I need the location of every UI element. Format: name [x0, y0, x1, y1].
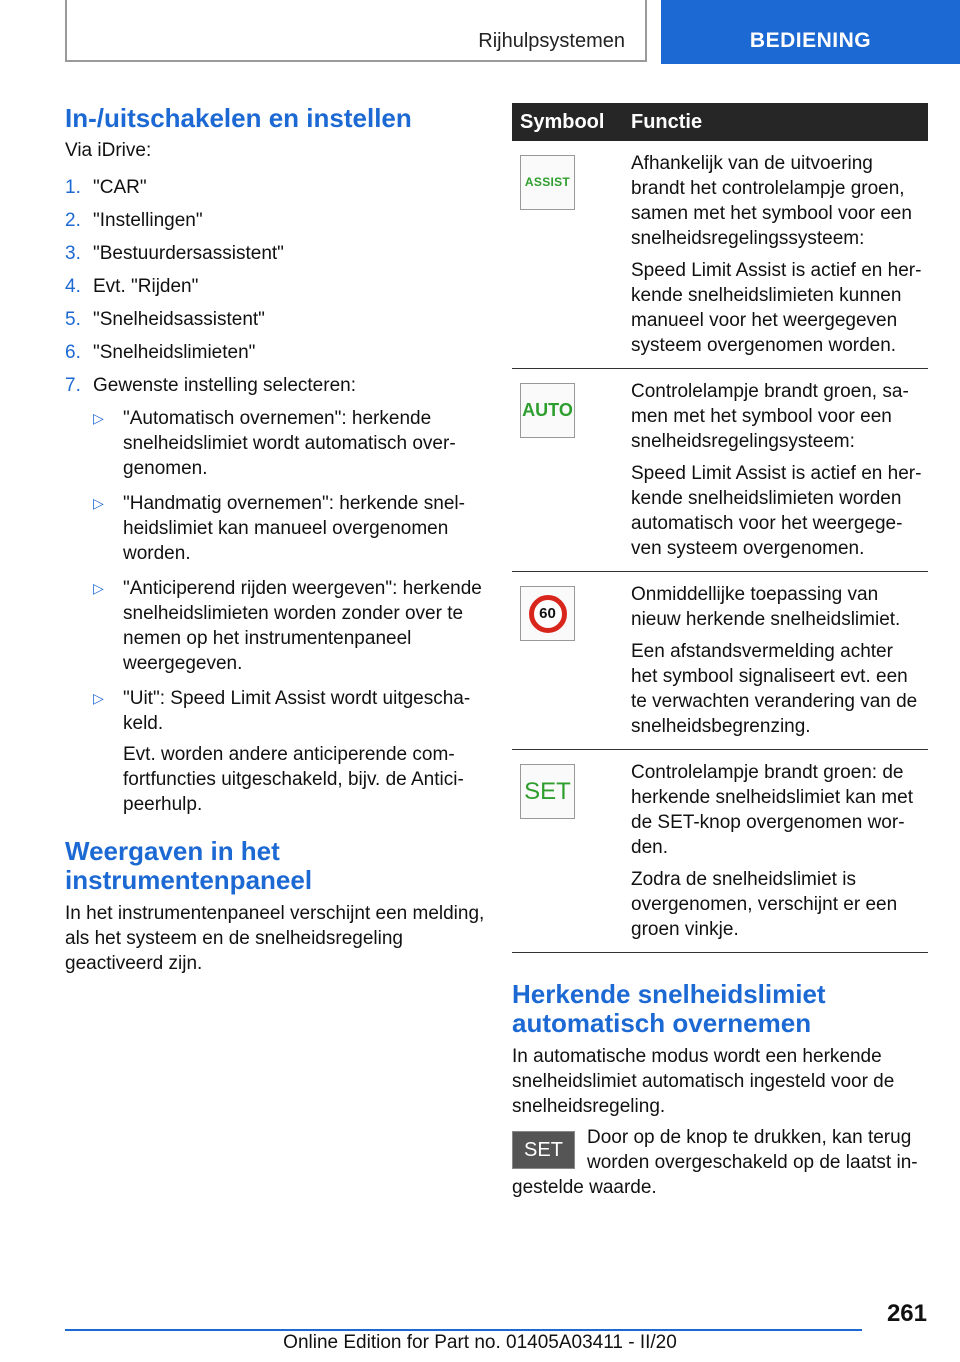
column-header-function: Functie	[623, 103, 928, 141]
function-cell	[623, 141, 928, 369]
section-title-auto-adopt: Herkende snelheidslimiet automatisch overnemen	[512, 979, 826, 1038]
speed-limit-value: 60	[539, 605, 556, 622]
option-text: "Automatisch overnemen": herkende snelheidslimiet wordt automatisch overgenomen.	[123, 408, 456, 479]
steps-list	[65, 175, 485, 817]
step-number: 3.	[65, 243, 81, 264]
function-text: Speed Limit Assist is actief en herkende snelheidslimieten kunnen manueel voor het weergegeven systeem overgenomen worden.	[631, 260, 922, 356]
table-row	[512, 369, 928, 572]
step-text: "Snelheidsassistent"	[93, 309, 265, 330]
function-text: Onmiddellijke toepassing van nieuw herkende snelheidslimiet.	[631, 584, 901, 630]
auto-adopt-section	[512, 980, 928, 1200]
table-header-row	[512, 103, 928, 141]
step-text: "Snelheidslimieten"	[93, 342, 256, 363]
symbol-table	[512, 103, 928, 953]
function-cell	[623, 572, 928, 750]
table-row	[512, 141, 928, 369]
set-button-text: Door op de knop te drukken, kan terug worden overgeschakeld op de laatst ingestelde waarde.	[512, 1127, 918, 1198]
auto-icon-label: AUTO	[522, 400, 573, 420]
step-item	[65, 274, 485, 299]
symbol-cell	[512, 572, 623, 750]
intro-text: Via iDrive:	[65, 140, 152, 161]
set-button-paragraph	[512, 1125, 928, 1200]
triangle-bullet-icon: ▷	[93, 410, 104, 426]
function-text: Controlelampje brandt groen: de herkende snelheidslimiet kan met de SET-knop overgenomen worden.	[631, 762, 913, 858]
step-number: 2.	[65, 210, 81, 231]
step-text: "Bestuurdersassistent"	[93, 243, 284, 264]
set-indicator-icon	[520, 764, 575, 819]
column-header-symbol: Symbool	[512, 103, 623, 141]
function-cell	[623, 750, 928, 953]
header-section-box	[65, 0, 647, 62]
set-button-icon	[512, 1131, 575, 1169]
header-section-title: Rijhulpsystemen	[478, 30, 625, 52]
option-item	[93, 576, 485, 676]
table-row	[512, 572, 928, 750]
step-item	[65, 373, 485, 817]
option-item	[93, 491, 485, 566]
step-text: Gewenste instelling selecteren:	[93, 375, 356, 396]
footer-divider	[65, 1329, 862, 1331]
triangle-bullet-icon: ▷	[93, 580, 104, 596]
step-item	[65, 241, 485, 266]
header-chapter-tab	[661, 0, 960, 64]
option-text: "Uit": Speed Limit Assist wordt uitgeschakeld.	[123, 688, 471, 734]
option-text: "Anticiperend rijden weergeven": herkende snelheidslimieten worden zonder over te nemen op het instrumentenpaneel weergegeven.	[123, 578, 482, 674]
step-item	[65, 307, 485, 332]
symbol-cell	[512, 141, 623, 369]
step-text: "CAR"	[93, 177, 147, 198]
section-title-displays: Weergaven in het instrumentenpaneel	[65, 836, 313, 895]
function-text: Zodra de snelheidslimiet is overgenomen, verschijnt er een groen vinkje.	[631, 869, 898, 940]
page-number: 261	[886, 1300, 927, 1327]
step-number: 5.	[65, 309, 81, 330]
speed-limit-sign	[529, 595, 567, 633]
auto-adopt-body-text: In automatische modus wordt een herkende snelheidslimiet automatisch ingesteld voor de snelheidsregeling.	[512, 1046, 895, 1117]
step-item	[65, 208, 485, 233]
option-item	[93, 406, 485, 481]
option-text: "Handmatig overnemen": herkende snelheidslimiet kan manueel overgenomen worden.	[123, 493, 465, 564]
footer-edition-text: Online Edition for Part no. 01405A03411 - II/20	[283, 1332, 677, 1353]
speed-limit-sign-icon	[520, 586, 575, 641]
step-item	[65, 340, 485, 365]
table-row	[512, 750, 928, 953]
function-text: Een afstandsvermelding achter het symbool signaliseert evt. een te verwachten verandering van de snelheidsbegrenzing.	[631, 641, 918, 737]
function-cell	[623, 369, 928, 572]
function-text: Speed Limit Assist is actief en herkende snelheidslimieten worden automatisch voor het weergegeven systeem overgenomen.	[631, 463, 922, 559]
symbol-cell	[512, 750, 623, 953]
step-text: "Instellingen"	[93, 210, 203, 231]
options-list	[93, 406, 485, 817]
step-number: 4.	[65, 276, 81, 297]
function-text: Afhankelijk van de uitvoering brandt het controlelampje groen, samen met het symbool voor een snelheidsregelingssysteem:	[631, 153, 912, 249]
assist-indicator-icon	[520, 155, 575, 210]
left-column	[65, 103, 485, 976]
header-chapter-label: BEDIENING	[749, 29, 872, 52]
symbol-cell	[512, 369, 623, 572]
step-number: 1.	[65, 177, 81, 198]
section-title-switch-settings: In-/uitschakelen en instellen	[65, 103, 412, 133]
step-number: 7.	[65, 375, 81, 396]
step-number: 6.	[65, 342, 81, 363]
auto-indicator-icon	[520, 383, 575, 438]
right-column	[512, 103, 928, 1200]
step-item	[65, 175, 485, 200]
set-icon-label: SET	[524, 778, 571, 805]
step-text: Evt. "Rijden"	[93, 276, 199, 297]
assist-icon-label: ASSIST	[524, 175, 571, 189]
set-button-label: SET	[524, 1138, 563, 1161]
option-item	[93, 686, 485, 817]
option-note: Evt. worden andere anticiperende comfortfuncties uitgeschakeld, bijv. de Anticipeerhulp.	[123, 744, 464, 815]
triangle-bullet-icon: ▷	[93, 690, 104, 706]
function-text: Controlelampje brandt groen, samen met het symbool voor een snelheidsregelingsysteem:	[631, 381, 909, 452]
triangle-bullet-icon: ▷	[93, 495, 104, 511]
displays-body-text: In het instrumentenpaneel verschijnt een melding, als het systeem en de snelheidsregeling geactiveerd zijn.	[65, 903, 485, 974]
